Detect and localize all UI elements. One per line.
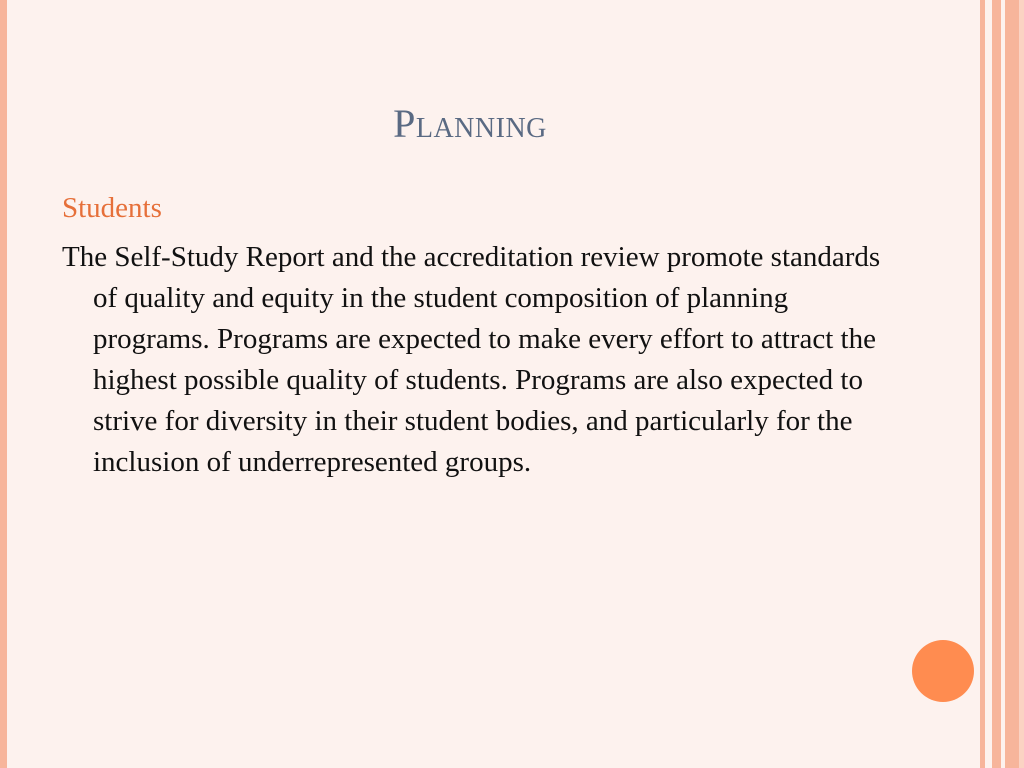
- stripe: [1019, 0, 1024, 768]
- stripe: [1005, 0, 1019, 768]
- stripe: [985, 0, 992, 768]
- stripe: [992, 0, 1001, 768]
- slide-title: Planning: [393, 101, 547, 146]
- slide-body-text: The Self-Study Report and the accreditation review promote standards of quality and equity in the student composition of planning programs. Programs are expected to make every effort to attract the highest possible quality of students. Programs are also expected to strive for diversity in their student bodies, and particularly for the inclusion of underrepresented groups.: [62, 241, 881, 478]
- right-border-stripes: [980, 0, 1024, 768]
- decorative-dot: [912, 640, 974, 702]
- slide-content: [62, 188, 902, 483]
- slide-subheading: Students: [62, 192, 162, 224]
